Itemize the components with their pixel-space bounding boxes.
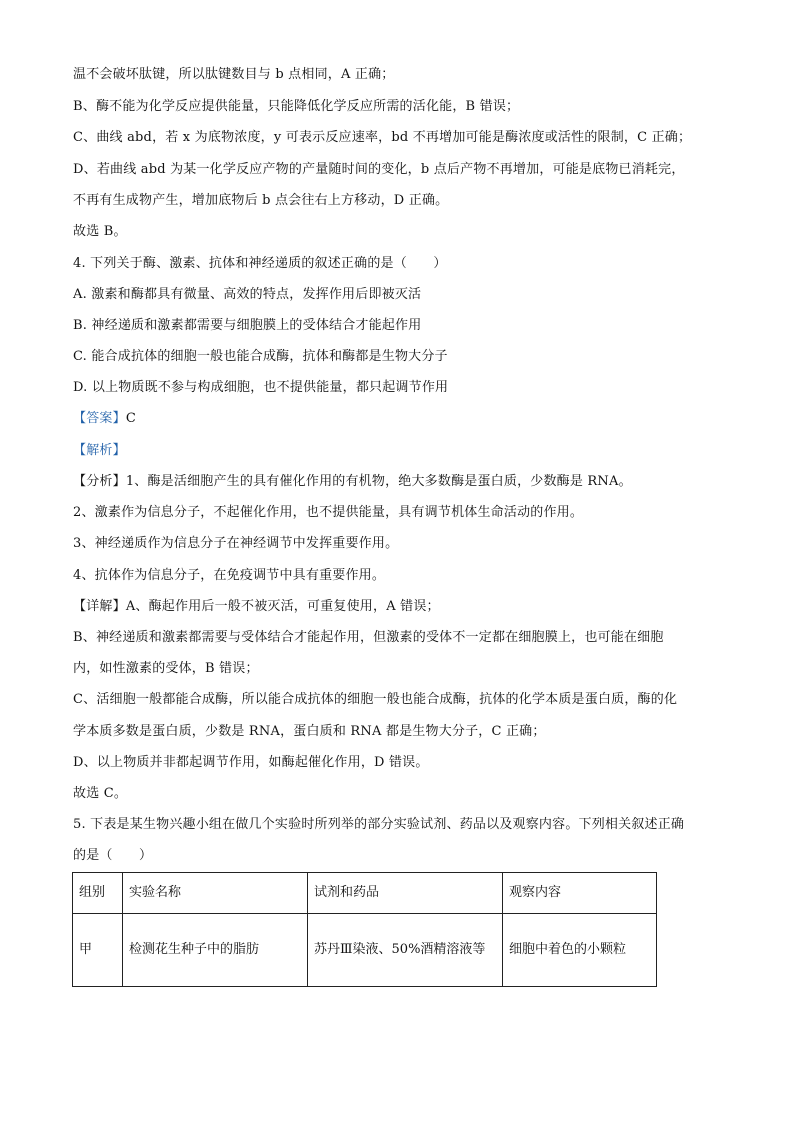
text-line: B、酶不能为化学反应提供能量，只能降低化学反应所需的活化能，B 错误； bbox=[73, 99, 520, 114]
text-line: 不再有生成物产生，增加底物后 b 点会往右上方移动，D 正确。 bbox=[73, 193, 449, 208]
text-line: 3、神经递质作为信息分子在神经调节中发挥重要作用。 bbox=[73, 536, 399, 551]
xiangjie-line bbox=[73, 598, 440, 616]
text-line: C、曲线 abd，若 x 为底物浓度，y 可表示反应速率，bd 不再增加可能是酶浓度或活性的限制，C 正确； bbox=[73, 130, 692, 145]
text-line: 4、抗体作为信息分子，在免疫调节中具有重要作用。 bbox=[73, 568, 386, 583]
header-cell: 实验名称 bbox=[123, 873, 308, 914]
option-d: D. 以上物质既不参与构成细胞，也不提供能量，都只起调节作用 bbox=[73, 380, 449, 395]
text-line: 内，如性激素的受体，B 错误； bbox=[73, 661, 259, 676]
option-b: B. 神经递质和激素都需要与细胞膜上的受体结合才能起作用 bbox=[73, 318, 422, 333]
fenxi-text: 1、酶是活细胞产生的具有催化作用的有机物，绝大多数酶是蛋白质，少数酶是 RNA。 bbox=[125, 474, 632, 489]
text-line: 故选 C。 bbox=[73, 786, 128, 801]
answer-line bbox=[73, 410, 136, 428]
text-line: B、神经递质和激素都需要与受体结合才能起作用，但激素的受体不一定都在细胞膜上，也可能在细胞 bbox=[73, 630, 664, 645]
answer-value: C bbox=[125, 411, 136, 426]
option-c: C. 能合成抗体的细胞一般也能合成酶，抗体和酶都是生物大分子 bbox=[73, 349, 448, 364]
text-line: D、若曲线 abd 为某一化学反应产物的产量随时间的变化，b 点后产物不再增加，可能是底物已消耗完， bbox=[73, 162, 685, 177]
text-line: 2、激素作为信息分子，不起催化作用，也不提供能量，具有调节机体生命活动的作用。 bbox=[73, 505, 584, 520]
header-cell: 试剂和药品 bbox=[308, 873, 503, 914]
table-header-row bbox=[73, 873, 657, 914]
analysis-tag: 【解析】 bbox=[73, 443, 126, 458]
table-cell: 苏丹Ⅲ染液、50%酒精溶液等 bbox=[308, 914, 503, 987]
question-5-stem: 5. 下表是某生物兴趣小组在做几个实验时所列举的部分实验试剂、药品以及观察内容。下列相关叙述正确 bbox=[73, 817, 685, 832]
text-line: D、以上物质并非都起调节作用，如酶起催化作用，D 错误。 bbox=[73, 755, 429, 770]
fenxi-tag: 【分析】 bbox=[73, 474, 126, 489]
answer-tag: 【答案】 bbox=[73, 411, 126, 426]
question-5-stem-cont: 的是（ ） bbox=[73, 848, 153, 863]
text-line: 故选 B。 bbox=[73, 224, 127, 239]
analysis-heading bbox=[73, 442, 126, 460]
experiment-table bbox=[72, 872, 657, 987]
text-line: 温不会破坏肽键，所以肽键数目与 b 点相同，A 正确； bbox=[73, 67, 395, 82]
header-cell: 观察内容 bbox=[503, 873, 657, 914]
table-cell: 甲 bbox=[73, 914, 123, 987]
option-a: A. 激素和酶都具有微量、高效的特点，发挥作用后即被灭活 bbox=[73, 287, 422, 302]
table-cell: 细胞中着色的小颗粒 bbox=[503, 914, 657, 987]
question-4-stem: 4. 下列关于酶、激素、抗体和神经递质的叙述正确的是（ ） bbox=[73, 256, 447, 271]
xiangjie-tag: 【详解】 bbox=[73, 599, 126, 614]
table-cell: 检测花生种子中的脂肪 bbox=[123, 914, 308, 987]
xiangjie-text: A、酶起作用后一般不被灭活，可重复使用，A 错误； bbox=[125, 599, 440, 614]
fenxi-line bbox=[73, 473, 632, 491]
text-line: C、活细胞一般都能合成酶，所以能合成抗体的细胞一般也能合成酶，抗体的化学本质是蛋白质，酶的化 bbox=[73, 692, 678, 707]
text-line: 学本质多数是蛋白质，少数是 RNA，蛋白质和 RNA 都是生物大分子，C 正确； bbox=[73, 724, 546, 739]
header-cell: 组别 bbox=[73, 873, 123, 914]
table-row bbox=[73, 914, 657, 987]
